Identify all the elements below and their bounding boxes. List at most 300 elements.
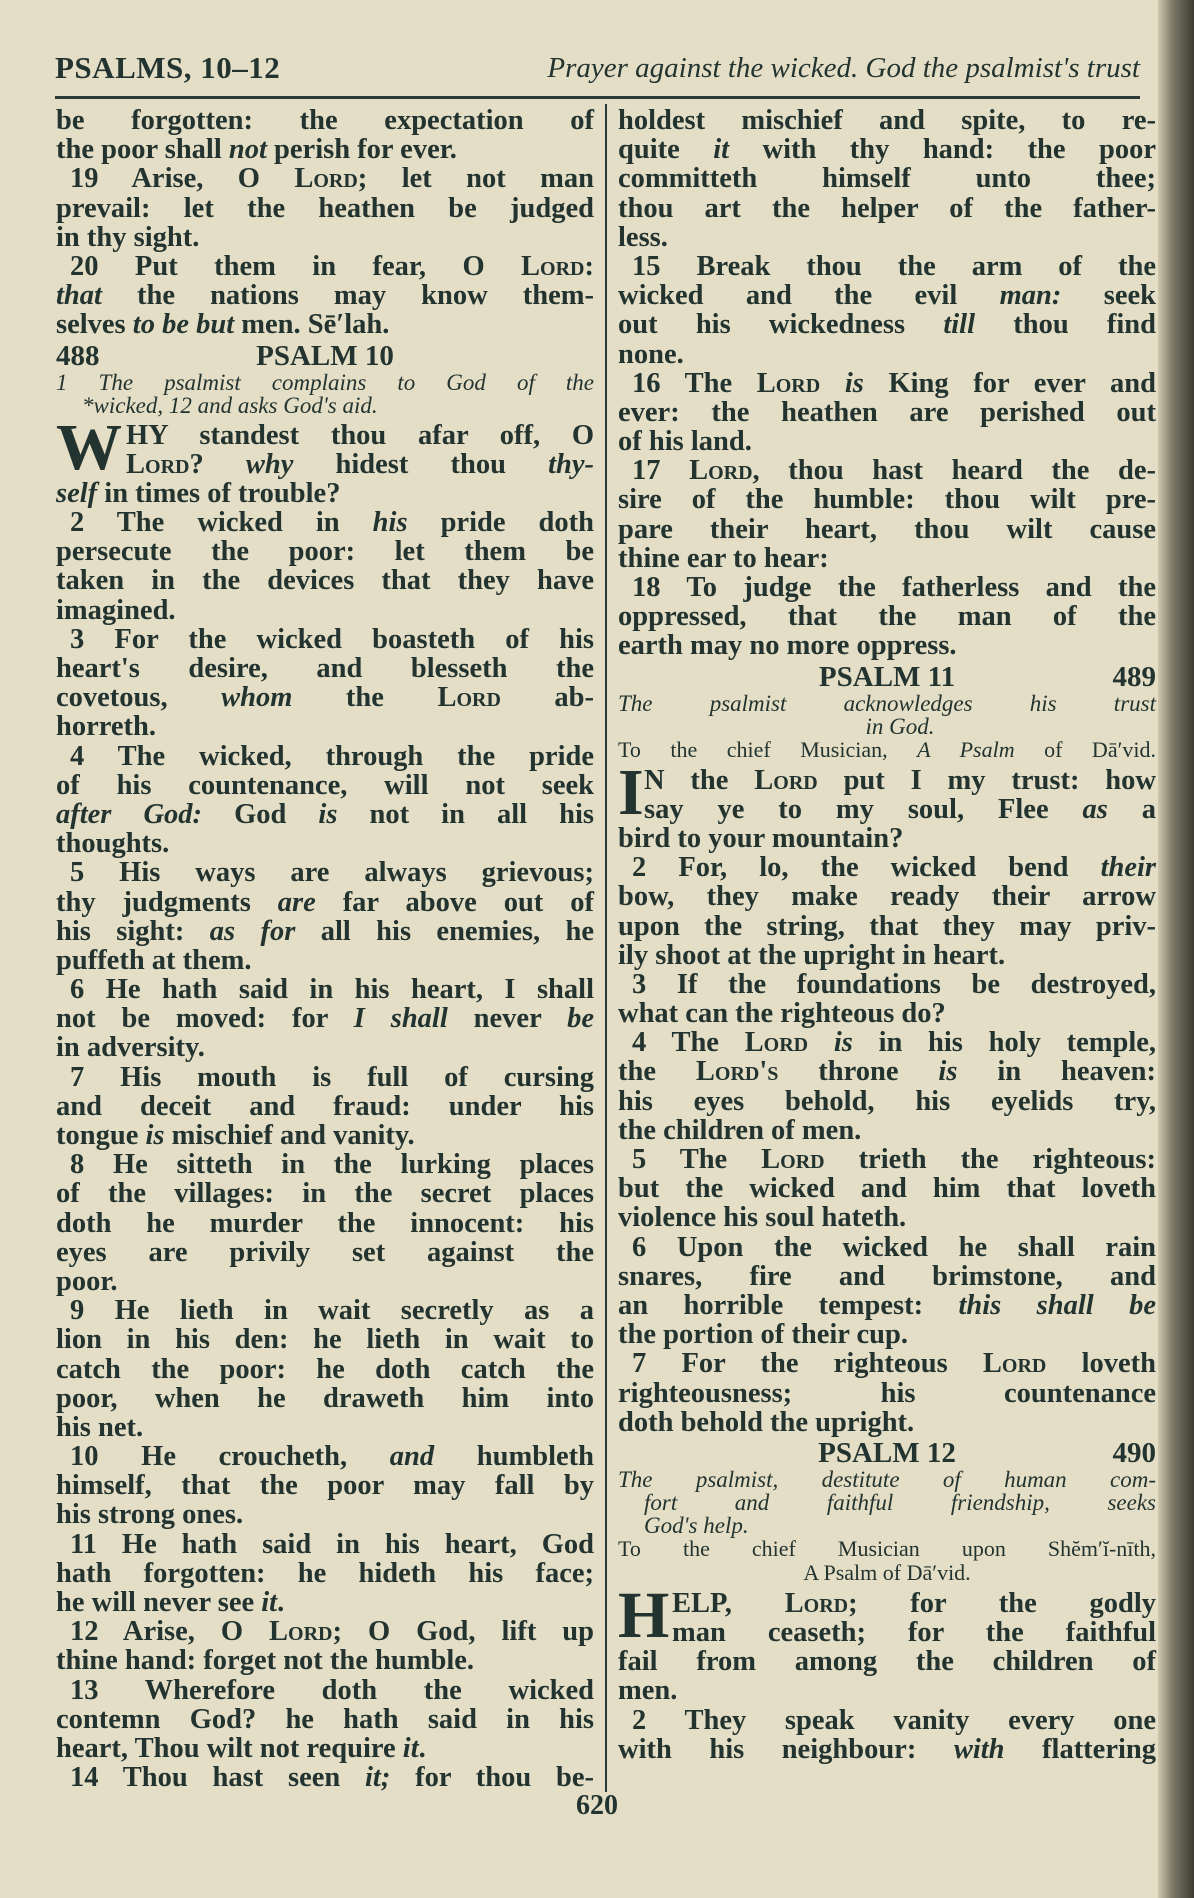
text-run: King for ever and	[863, 367, 1156, 399]
text-line	[618, 1379, 1156, 1408]
drop-cap: I	[618, 755, 644, 829]
text-run: .	[418, 1732, 426, 1764]
italic-text: as for	[209, 915, 296, 947]
text-line	[56, 1179, 594, 1208]
psalm-heading	[618, 661, 1156, 692]
text-run: contemn God? he hath said in his	[56, 1703, 594, 1735]
text-run: To the chief Musician,	[618, 736, 918, 762]
text-run: 13 Wherefore doth the wicked	[70, 1674, 594, 1706]
text-line	[56, 917, 594, 946]
small-caps-text: Lord	[269, 1616, 333, 1648]
text-line	[56, 1588, 594, 1617]
text-line	[618, 970, 1156, 999]
text-run: thou find	[975, 309, 1156, 341]
text-run: sire of the humble: thou wilt pre-	[618, 484, 1156, 516]
italic-text: that	[56, 280, 102, 312]
text-line	[618, 795, 1156, 824]
text-run: the children of men.	[618, 1114, 862, 1146]
text-run: 3 If the foundations be destroyed,	[632, 968, 1156, 1000]
header-rule	[55, 96, 1140, 99]
psalm-summary-line: The psalmist acknowledges his trust	[618, 690, 1156, 716]
text-line	[618, 485, 1156, 514]
text-run: fail from among the children of	[618, 1646, 1156, 1678]
italic-text: self	[56, 477, 98, 509]
text-run: 7 His mouth is full of cursing	[70, 1061, 594, 1093]
text-run: less.	[618, 221, 668, 253]
text-run: his sight:	[56, 915, 210, 947]
text-line	[618, 427, 1156, 456]
text-run: thoughts.	[56, 828, 170, 860]
text-run: :	[584, 250, 594, 282]
text-run: 6 Upon the wicked he shall rain	[632, 1231, 1156, 1263]
text-run: horreth.	[56, 711, 157, 743]
text-run: the	[618, 1056, 696, 1088]
italic-text: why	[245, 448, 294, 480]
text-line	[56, 771, 594, 800]
text-run: 18 To judge the fatherless and the	[632, 572, 1156, 603]
text-run: 2 For, lo, the wicked bend	[632, 852, 1101, 884]
text-run: ab-	[500, 682, 594, 714]
text-line	[56, 1296, 594, 1325]
text-run: ; let not man	[357, 163, 594, 195]
text-run: say ye to my soul, Flee	[644, 793, 1083, 825]
text-run: selves	[56, 309, 133, 341]
psalm-title: PSALM 12	[818, 1436, 956, 1469]
text-run: a	[1107, 793, 1156, 825]
text-line	[56, 1384, 594, 1413]
small-caps-text: Lord	[744, 1027, 809, 1059]
text-run: thine ear to hear:	[618, 542, 829, 574]
book-reference: PSALMS, 10–12	[55, 50, 281, 85]
text-run: the portion of their cup.	[618, 1319, 909, 1351]
text-line	[618, 1203, 1156, 1232]
italic-text: not	[228, 134, 267, 166]
psalm-summary-line: The psalmist, destitute of human com-	[618, 1466, 1156, 1492]
text-line	[56, 1209, 594, 1238]
text-line	[618, 573, 1156, 602]
psalm-superscription	[618, 1561, 1156, 1585]
text-run: man ceaseth; for the faithful	[672, 1617, 1156, 1649]
text-run: 5 His ways are always grievous;	[70, 857, 594, 889]
drop-cap: W	[56, 410, 122, 484]
italic-text: it	[261, 1587, 278, 1618]
text-run: the poor shall	[56, 134, 229, 166]
text-line	[56, 1559, 594, 1588]
italic-text: thy-	[548, 448, 594, 480]
text-run: 20 Put them in fear, O	[70, 250, 522, 282]
small-caps-text: Lord	[294, 163, 358, 195]
section-number: 488	[56, 339, 100, 372]
text-line	[618, 340, 1156, 369]
text-line	[56, 1355, 594, 1384]
psalm-superscription	[618, 738, 1156, 762]
text-run: men. Sē′lah.	[234, 309, 390, 341]
small-caps-text: Lord	[982, 1348, 1047, 1380]
text-run: lion in his den: he lieth in wait to	[56, 1324, 594, 1356]
column-divider	[605, 104, 607, 1792]
text-line	[56, 1063, 594, 1092]
text-line	[56, 1617, 594, 1646]
psalm-summary-line: God's help.	[644, 1512, 749, 1538]
text-run: in adversity.	[56, 1032, 205, 1064]
text-line	[56, 1442, 594, 1471]
small-caps-text: Lord	[521, 250, 585, 282]
italic-text: and	[389, 1441, 435, 1473]
text-line	[618, 544, 1156, 573]
text-run: hidest thou	[293, 448, 549, 480]
text-line	[618, 824, 1156, 853]
text-line	[618, 999, 1156, 1028]
italic-text: as	[1082, 793, 1108, 825]
text-run: but the wicked and him that loveth	[618, 1173, 1156, 1205]
italic-text: to be but	[132, 309, 235, 341]
text-run: 12 Arise, O	[70, 1616, 270, 1648]
text-run: men.	[618, 1675, 678, 1707]
italic-text: is	[938, 1056, 958, 1088]
text-run: his net.	[56, 1411, 144, 1443]
text-line	[56, 537, 594, 566]
text-line	[56, 1763, 594, 1792]
text-line	[56, 194, 594, 223]
text-line	[618, 106, 1156, 135]
text-line	[56, 310, 594, 339]
text-line	[56, 1004, 594, 1033]
text-line	[56, 1092, 594, 1121]
psalm-heading	[56, 340, 594, 371]
psalm-summary-line: *wicked, 12 and asks God's aid.	[82, 392, 378, 418]
text-line	[618, 1057, 1156, 1086]
text-run: he will never see	[56, 1587, 262, 1618]
text-line	[56, 858, 594, 887]
text-run: taken in the devices that they have	[56, 565, 594, 597]
text-run: with thy hand: the poor	[729, 134, 1157, 166]
text-run: 11 He hath said in his heart, God	[70, 1528, 594, 1560]
small-caps-text: Lord's	[695, 1056, 779, 1088]
small-caps-text: Lord	[761, 1144, 825, 1175]
left-column	[56, 106, 594, 1792]
text-line	[618, 223, 1156, 252]
text-run: the nations may know them-	[101, 280, 594, 312]
text-run: 7 For the righteous	[632, 1348, 983, 1380]
text-line	[56, 1033, 594, 1062]
italic-text: after God:	[56, 798, 203, 830]
text-run: his strong ones.	[56, 1499, 244, 1531]
text-line	[56, 1676, 594, 1705]
text-line	[618, 1349, 1156, 1378]
text-run: eyes are privily set against the	[56, 1236, 594, 1268]
text-run: ; O God, lift up	[332, 1616, 594, 1648]
text-run: doth he murder the innocent: his	[56, 1207, 594, 1239]
text-run: what can the righteous do?	[618, 998, 946, 1030]
text-run: heart, Thou wilt not require	[56, 1732, 403, 1764]
text-run: 19 Arise, O	[70, 163, 295, 195]
text-run: thy judgments	[56, 886, 278, 918]
italic-text: is	[145, 1120, 165, 1151]
text-line	[56, 800, 594, 829]
text-line	[618, 912, 1156, 941]
text-line	[618, 766, 1156, 795]
text-run: never	[447, 1003, 568, 1035]
text-run: humbleth	[434, 1441, 594, 1473]
text-run: God	[202, 798, 319, 830]
text-run: , thou hast heard the de-	[752, 455, 1156, 487]
text-run: 5 The	[632, 1144, 762, 1175]
text-run: prevail: let the heathen be judged	[56, 192, 594, 224]
text-line	[618, 882, 1156, 911]
text-line	[618, 310, 1156, 339]
text-run: 8 He sitteth in the lurking places	[70, 1149, 594, 1181]
text-line	[56, 421, 594, 450]
text-run: 10 He croucheth,	[70, 1441, 390, 1473]
text-run: in his holy temple,	[852, 1027, 1157, 1059]
text-run: an horrible tempest:	[618, 1289, 959, 1321]
page-description: Prayer against the wicked. God the psalmist's trust	[547, 52, 1140, 84]
text-run: righteousness; his countenance	[618, 1377, 1156, 1409]
text-run: upon the string, that they may priv-	[618, 910, 1156, 942]
text-run: of his countenance, will not seek	[56, 769, 594, 801]
text-run: snares, fire and brimstone, and	[618, 1260, 1156, 1292]
text-run: perish for ever.	[266, 134, 457, 166]
text-run: poor, when he draweth him into	[56, 1382, 594, 1414]
text-run: his eyes behold, his eyelids try,	[618, 1085, 1156, 1117]
text-run: not be moved: for	[56, 1003, 354, 1035]
italic-text: it;	[365, 1762, 391, 1794]
italic-text: his	[372, 507, 408, 539]
text-line	[618, 515, 1156, 544]
italic-text: their	[1100, 852, 1156, 884]
text-run: ; for the godly	[848, 1587, 1156, 1619]
italic-text: is	[833, 1027, 853, 1059]
text-line	[56, 1734, 594, 1763]
text-run: earth may no more oppress.	[618, 630, 957, 662]
italic-text: are	[277, 886, 316, 918]
text-line	[618, 853, 1156, 882]
text-run: flattering	[1004, 1733, 1156, 1765]
text-run	[820, 368, 845, 399]
text-line	[56, 625, 594, 654]
text-line	[618, 602, 1156, 631]
psalm-summary-line: fort and faithful friendship, seeks	[644, 1489, 1156, 1515]
text-run: 16 The	[632, 367, 757, 399]
text-run: bird to your mountain?	[618, 822, 904, 854]
text-line	[56, 1530, 594, 1559]
text-line	[618, 1087, 1156, 1116]
text-run: heart's desire, and blesseth the	[56, 653, 594, 684]
text-run: and deceit and fraud: under his	[56, 1090, 594, 1122]
text-line	[618, 1174, 1156, 1203]
text-line	[618, 1735, 1156, 1764]
text-line	[618, 369, 1156, 398]
text-run: the	[292, 682, 438, 714]
text-line	[56, 1646, 594, 1675]
page-number: 620	[576, 1790, 618, 1821]
drop-cap-paragraph	[618, 755, 1156, 829]
drop-cap-paragraph	[56, 410, 594, 484]
text-line	[618, 456, 1156, 485]
text-line	[618, 194, 1156, 223]
text-run: A Psalm of Dā′vid.	[803, 1559, 971, 1585]
text-run: quite	[618, 134, 714, 166]
text-line	[56, 683, 594, 712]
text-run: 6 He hath said in his heart, I shall	[70, 974, 594, 1006]
text-line	[56, 1121, 594, 1150]
text-run: pride doth	[407, 507, 594, 539]
text-run: of his land.	[618, 426, 752, 458]
text-line	[618, 281, 1156, 310]
text-line	[56, 1471, 594, 1500]
text-run: all his enemies, he	[295, 915, 594, 947]
text-run: none.	[618, 338, 684, 370]
text-line	[618, 1676, 1156, 1705]
text-run: in heaven:	[957, 1056, 1156, 1088]
text-line	[618, 398, 1156, 427]
text-line	[56, 712, 594, 741]
italic-text: this shall be	[958, 1289, 1156, 1321]
text-run: with his neighbour:	[618, 1733, 954, 1765]
text-line	[618, 164, 1156, 193]
text-line	[56, 1500, 594, 1529]
text-line	[618, 252, 1156, 281]
text-run: of the villages: in the secret places	[56, 1178, 594, 1210]
text-line	[56, 106, 594, 135]
psalm-title: PSALM 11	[818, 660, 956, 693]
text-line	[56, 135, 594, 164]
text-run: N the	[644, 764, 755, 796]
italic-text: is	[844, 367, 864, 399]
text-line	[618, 1233, 1156, 1262]
text-run: throne	[778, 1056, 939, 1088]
drop-cap-paragraph	[618, 1578, 1156, 1652]
text-line	[56, 252, 594, 281]
text-run: tongue	[56, 1120, 146, 1151]
text-line	[56, 1238, 594, 1267]
drop-cap: H	[618, 1578, 670, 1652]
text-run: catch the poor: he doth catch the	[56, 1353, 594, 1385]
text-run: for thou be-	[390, 1762, 595, 1794]
italic-text: whom	[221, 682, 293, 714]
small-caps-text: Lord	[126, 448, 190, 480]
text-line	[618, 1320, 1156, 1349]
text-line	[618, 1262, 1156, 1291]
small-caps-text: Lord	[784, 1587, 849, 1619]
text-run: ?	[189, 448, 246, 480]
italic-text: with	[953, 1733, 1005, 1765]
text-line	[618, 1647, 1156, 1676]
page-edge-shadow	[1158, 0, 1194, 1898]
italic-text: be	[567, 1003, 594, 1035]
text-run: puffeth at them.	[56, 944, 252, 976]
text-run: mischief and vanity.	[164, 1120, 415, 1151]
psalm-title: PSALM 10	[256, 339, 394, 372]
text-run: violence his soul hateth.	[618, 1202, 907, 1234]
psalm-summary-line: in God.	[865, 713, 935, 739]
text-line	[56, 1267, 594, 1296]
text-line	[56, 654, 594, 683]
text-run: HY standest thou afar off, O	[126, 419, 594, 451]
text-run: ever: the heathen are perished out	[618, 396, 1156, 428]
text-line	[56, 223, 594, 252]
small-caps-text: Lord	[437, 682, 501, 714]
text-line	[56, 829, 594, 858]
text-run: be forgotten: the expectation of	[56, 105, 594, 136]
text-run: of Dā′vid.	[1014, 736, 1157, 762]
text-run: pare their heart, thou wilt cause	[618, 513, 1156, 545]
text-line	[618, 1706, 1156, 1735]
psalm-summary-line: 1 The psalmist complains to God of the	[56, 369, 594, 395]
text-run: put I my trust: how	[817, 764, 1156, 796]
text-run: in times of trouble?	[97, 477, 341, 509]
text-run: thou art the helper of the father-	[618, 192, 1156, 224]
text-run: thine hand: forget not the humble.	[56, 1645, 475, 1677]
text-run: 4 The	[632, 1027, 745, 1059]
text-line	[56, 450, 594, 479]
text-line	[56, 1150, 594, 1179]
text-run: 4 The wicked, through the pride	[70, 740, 594, 772]
text-run: To the chief Musician upon Shĕm′ĭ-nīth,	[618, 1535, 1156, 1561]
text-line	[618, 1408, 1156, 1437]
text-line	[56, 888, 594, 917]
text-line	[618, 631, 1156, 660]
text-run: trieth the righteous:	[824, 1144, 1156, 1175]
text-line	[56, 1325, 594, 1354]
section-number: 490	[1112, 1436, 1156, 1469]
text-run: hath forgotten: he hideth his face;	[56, 1557, 594, 1589]
italic-text: it	[402, 1732, 419, 1764]
text-run: far above out of	[315, 886, 594, 918]
text-run: oppressed, that the man of the	[618, 601, 1156, 633]
right-column	[618, 106, 1156, 1764]
text-line	[618, 1145, 1156, 1174]
text-run: bow, they make ready their arrow	[618, 881, 1156, 913]
text-line	[618, 1618, 1156, 1647]
text-line	[56, 1413, 594, 1442]
text-run: poor.	[56, 1265, 118, 1297]
text-run: ily shoot at the upright in heart.	[618, 939, 1006, 971]
text-line	[56, 946, 594, 975]
text-run: ELP,	[672, 1587, 785, 1619]
text-line	[618, 1589, 1156, 1618]
text-line	[56, 281, 594, 310]
text-line	[618, 1291, 1156, 1320]
text-run: committeth himself unto thee;	[618, 163, 1156, 195]
section-number: 489	[1112, 660, 1156, 693]
text-run: not in all his	[337, 798, 594, 830]
text-run: 2 They speak vanity every one	[632, 1704, 1156, 1736]
text-run: himself, that the poor may fall by	[56, 1470, 594, 1502]
text-line	[618, 1028, 1156, 1057]
text-line	[56, 1705, 594, 1734]
text-run: seek	[1061, 280, 1156, 312]
italic-text: A Psalm	[917, 736, 1015, 762]
small-caps-text: Lord	[689, 455, 753, 487]
text-run: doth behold the upright.	[618, 1406, 915, 1438]
text-run: wicked and the evil	[618, 280, 1000, 312]
text-run: out his wickedness	[618, 309, 944, 341]
text-run: imagined.	[56, 594, 176, 626]
text-line	[618, 941, 1156, 970]
text-run: 3 For the wicked boasteth of his	[70, 623, 594, 655]
text-line	[56, 508, 594, 537]
text-run: 15 Break thou the arm of the	[632, 250, 1156, 282]
text-line	[56, 164, 594, 193]
text-line	[56, 596, 594, 625]
running-header	[55, 50, 1140, 90]
small-caps-text: Lord	[756, 367, 821, 399]
text-line	[56, 975, 594, 1004]
italic-text: till	[943, 309, 975, 341]
text-line	[56, 566, 594, 595]
text-run: persecute the poor: let them be	[56, 536, 594, 568]
